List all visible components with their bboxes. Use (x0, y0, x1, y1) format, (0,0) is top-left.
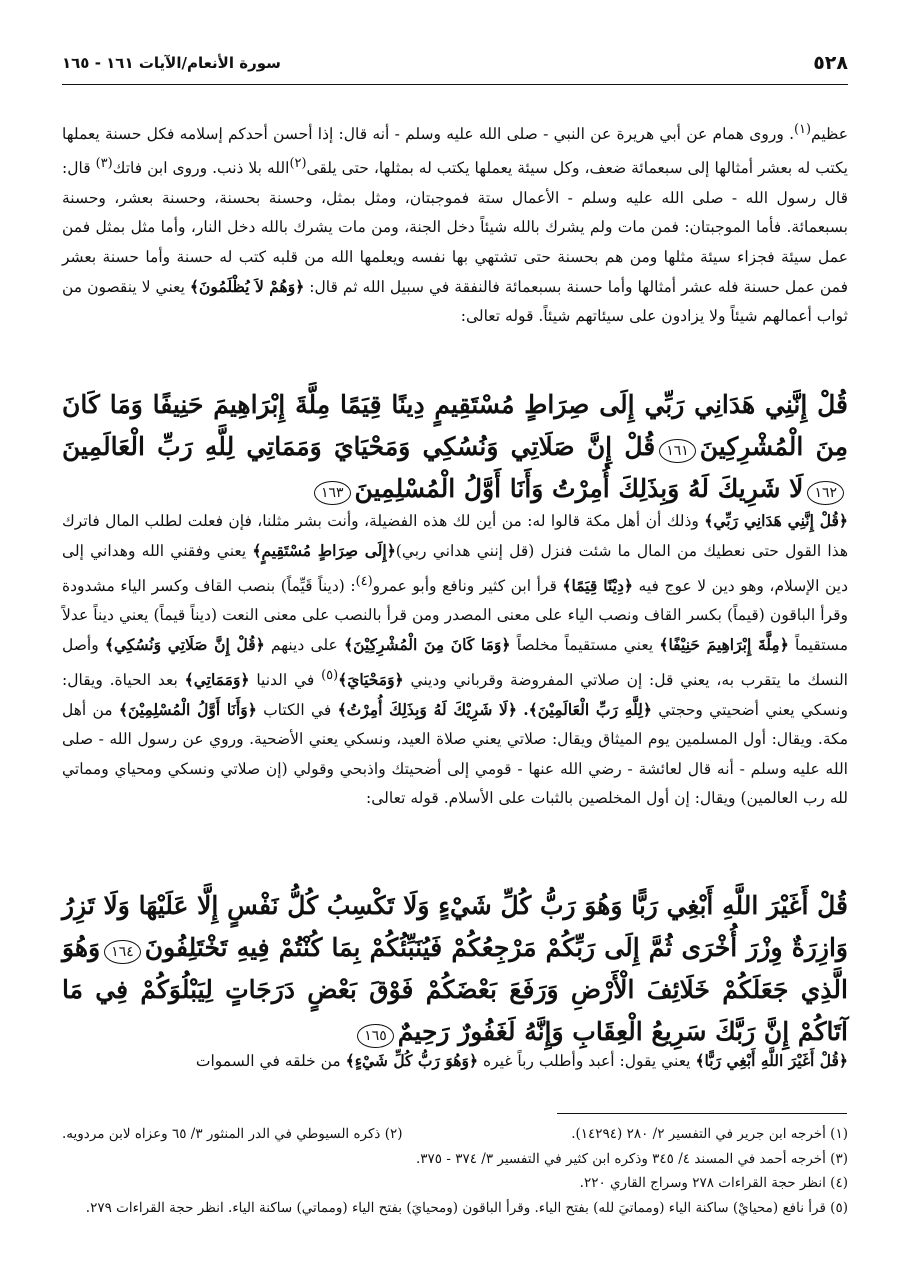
text-span: يعني لا ينقصون من ثواب أعمالهم شيئاً ولا يزادون على سيئاتهم شيئاً. قوله تعالى: (62, 277, 848, 326)
commentary-paragraph-2 (62, 506, 848, 813)
footnote-ref[interactable]: (٥) (321, 667, 339, 683)
text-span: : (ديناً قَيِّماً) بنصب القاف وكسر الياء مشدودة وقرأ الباقون (قيماً) بكسر القاف ونصب الياء على معنى المصدر ومن قرأ بالنصب على معنى النعت (ديناً قيماً) يعني ديناً عدلاً مستقيماً (62, 576, 849, 655)
quran-quote: ﴿قُلْ أَغَيْرَ اللَّهِ أَبْغِي رَبًّا﴾ (695, 1051, 848, 1070)
header-divider (62, 84, 848, 85)
quran-quote: ﴿لِلَّهِ رَبِّ الْعَالَمِيْنَ﴾. (523, 700, 652, 720)
text-span: قرأ ابن كثير ونافع وأبو عمرو (372, 576, 557, 595)
quran-quote: ﴿لَا شَرِيْكَ لَهُ وَبِذَلِكَ أُمِرْتُ﴾ (337, 700, 517, 720)
quran-quote: ﴿وَهُمْ لاَ يُظْلَمُونَ﴾ (189, 276, 305, 296)
ayah-number-marker: ١٦٢ (807, 481, 844, 505)
page-number: ٥٢٨ (813, 52, 848, 74)
ayah-number-marker: ١٦٣ (314, 481, 351, 505)
footnote-divider (557, 1113, 847, 1114)
footnote-4: (٤) انظر حجة القراءات ٢٧٨ وسراج القاري ٢٢٠. (579, 1175, 848, 1191)
text-span: . وروى همام عن أبي هريرة عن النبي - صلى الله عليه وسلم - أنه قال: إذا أحسن أحدكم إسلامه فكل حسنة يعملها يكتب له بعشر أمثالها إلى سبعمائة ضعف، وكل سيئة يعملها يكتب له بمثلها، حتى يلقى (62, 125, 848, 178)
footnote-1: (١) أخرجه ابن جرير في التفسير ٢/ ٢٨٠ (١٤٢٩٤). (571, 1126, 848, 1142)
quran-quote: ﴿إِلَى صِرَاطٍ مُسْتَقِيمٍ﴾ (252, 541, 396, 561)
text-span: قال: قال رسول الله - صلى الله عليه وسلم - الأعمال ستة فموجبتان، ومثل بمثل، وحسنة بحسنة، وحسنة بعشر، وحسنة بسبعمائة. فأما الموجبتان: فمن مات ولم يشرك بالله شيئاً دخل الجنة، ومن مات يشرك بالله دخل النار، وأما مثل بمثل فمن عمل سيئة فجزاء سيئة مثلها ومن هم بحسنة حتى تشتهي بها نفسه ويعلمها الله من قلبه كتب له حسنة وأما حسنة بعشر فمن عمل حسنة فله عشر أمثالها وأما حسنة بسبعمائة فالنفقة في سبيل الله ثم قال: (62, 159, 848, 296)
footnote-ref[interactable]: (١) (794, 122, 812, 137)
quran-quote: ﴿وَأَنَا أَوَّلُ الْمُسْلِمِيْنَ﴾ (118, 700, 257, 720)
footnote-3: (٣) أخرجه أحمد في المسند ٤/ ٣٤٥ وذكره ابن كثير في التفسير ٣/ ٣٧٤ - ٣٧٥. (415, 1150, 848, 1167)
quran-quote: ﴿دِيْنًا قِيَمًا﴾ (562, 575, 633, 595)
verse-text: قُلْ إِنَّنِي هَدَانِي رَبِّي إِلَى صِرَاطٍ مُسْتَقِيمٍ دِينًا قِيَمًا مِلَّةَ إِبْرَاهِيمَ حَنِيفًا وَمَا كَانَ مِنَ الْمُشْرِكِينَ (62, 390, 848, 461)
text-span: يعني يقول: أعبد وأطلب رباً غيره (483, 1052, 691, 1070)
verse-text: وَهُوَ الَّذِي جَعَلَكُمْ خَلَائِفَ الْأَرْضِ وَرَفَعَ بَعْضَكُمْ فَوْقَ بَعْضٍ دَرَجَاتٍ لِيَبْلُوَكُمْ فِي مَا آتَاكُمْ إِنَّ رَبَّكَ سَرِيعُ الْعِقَابِ وَإِنَّهُ لَغَفُورٌ رَحِيمٌ (62, 933, 848, 1046)
text-span: من خلقه في السموات (195, 1052, 341, 1070)
quran-quote: ﴿مِلَّةَ إِبْرَاهِيمَ حَنِيْفًا﴾ (659, 635, 789, 655)
verse-text: قُلْ إِنَّ صَلَاتِي وَنُسُكِي وَمَحْيَايَ وَمَمَاتِي لِلَّهِ رَبِّ الْعَالَمِينَ (62, 432, 656, 461)
text-span: في الدنيا (256, 670, 315, 689)
quran-quote: ﴿قُلْ إِنَّنِي هَدَانِي رَبِّي﴾ (704, 511, 848, 530)
footnote-2: (٢) ذكره السيوطي في الدر المنثور ٣/ ٦٥ وعزاه لابن مردويه. (62, 1126, 403, 1142)
text-span: يعني مستقيماً مخلصاً (516, 636, 654, 655)
ayah-number-marker: ١٦١ (659, 439, 696, 463)
footnotes (62, 1122, 848, 1220)
footnote-row (62, 1122, 848, 1147)
footnote-ref[interactable]: (٣) (95, 156, 113, 172)
text-span: من أهل مكة. ويقال: أول المسلمين يوم الميثاق ويقال: صلاتي يعني صلاة العيد، ونسكي يعني الأضحية. وروي عن رسول الله - صلى الله عليه وسلم - أنه قال لعائشة - رضي الله عنها - قومي إلى أضحيتك واذبحي وقولي (إن صلاتي ونسكي ومحياي ومماتي لله رب العالمين) ويقال: إن أول المخلصين بالثبات على الأسلام. قوله تعالى: (62, 701, 848, 807)
verse-block-1 (62, 384, 848, 510)
verse-block-2 (62, 885, 848, 1053)
text-span: بعد الحياة. ويقال: ونسكي يعني أضحيتي وحجتي (62, 670, 848, 720)
text-span: يعني وفقني الله وهداني إلى دين الإسلام، وهو دين لا عوج فيه (62, 542, 848, 595)
quran-quote: ﴿وَمَا كَانَ مِنَ الْمُشْرِكِيْنَ﴾ (344, 635, 511, 655)
quran-quote: ﴿وَمَحْيَايَ﴾ (338, 669, 404, 689)
quran-quote: ﴿وَمَمَاتِي﴾ (184, 669, 250, 689)
footnote-5: (٥) قرأ نافع (محيايْ) ساكنة الياء (ومماتيَ لله) بفتح الياء. وقرأ الباقون (ومحيايَ) بفتح الياء (ومماتي) ساكنة الياء. انظر حجة القراءات ٢٧٩. (85, 1199, 848, 1216)
text-span: الله بلا ذنب. وروى ابن فاتك (112, 159, 290, 178)
ayah-number-marker: ١٦٥ (357, 1024, 394, 1048)
text-span: وذلك أن أهل مكة قالوا له: من أين لك هذه الفضيلة، وأنت بشر مثلنا، فإن فعلت لطلب المال فاترك هذا القول حتى نعطيك من المال ما شئت فنزل (قل إنني هداني ربي) (62, 512, 848, 561)
commentary-paragraph-3 (62, 1046, 848, 1076)
ayah-number-marker: ١٦٤ (104, 940, 141, 964)
text-span: وأصل النسك ما يتقرب به، يعني قل: إن صلاتي المفروضة وقرباني وديني (62, 636, 848, 689)
text-span: على دينهم (270, 636, 338, 655)
verse-text: قُلْ أَغَيْرَ اللَّهِ أَبْغِي رَبًّا وَهُوَ رَبُّ كُلِّ شَيْءٍ وَلَا تَكْسِبُ كُلُّ نَفْسٍ إِلَّا عَلَيْهَا وَلَا تَزِرُ وَازِرَةٌ وِزْرَ أُخْرَى ثُمَّ إِلَى رَبِّكُمْ مَرْجِعُكُمْ فَيُنَبِّئُكُمْ بِمَا كُنْتُمْ فِيهِ تَخْتَلِفُونَ (62, 891, 848, 962)
quran-quote: ﴿قُلْ إِنَّ صَلَاتِي وَنُسُكِي﴾ (104, 635, 265, 655)
footnote-ref[interactable]: (٤) (355, 573, 373, 589)
text-span: عظيم (811, 125, 848, 144)
running-title: سورة الأنعام/الآيات ١٦١ - ١٦٥ (62, 54, 281, 72)
text-span: في الكتاب (263, 701, 332, 720)
verse-text: لَا شَرِيكَ لَهُ وَبِذَلِكَ أُمِرْتُ وَأَنَا أَوَّلُ الْمُسْلِمِينَ (354, 474, 804, 503)
page-header (62, 52, 848, 82)
footnote-ref[interactable]: (٢) (289, 156, 307, 172)
commentary-paragraph-1 (62, 115, 848, 331)
quran-quote: ﴿وَهُوَ رَبُّ كُلِّ شَيْءٍ﴾ (345, 1051, 479, 1070)
